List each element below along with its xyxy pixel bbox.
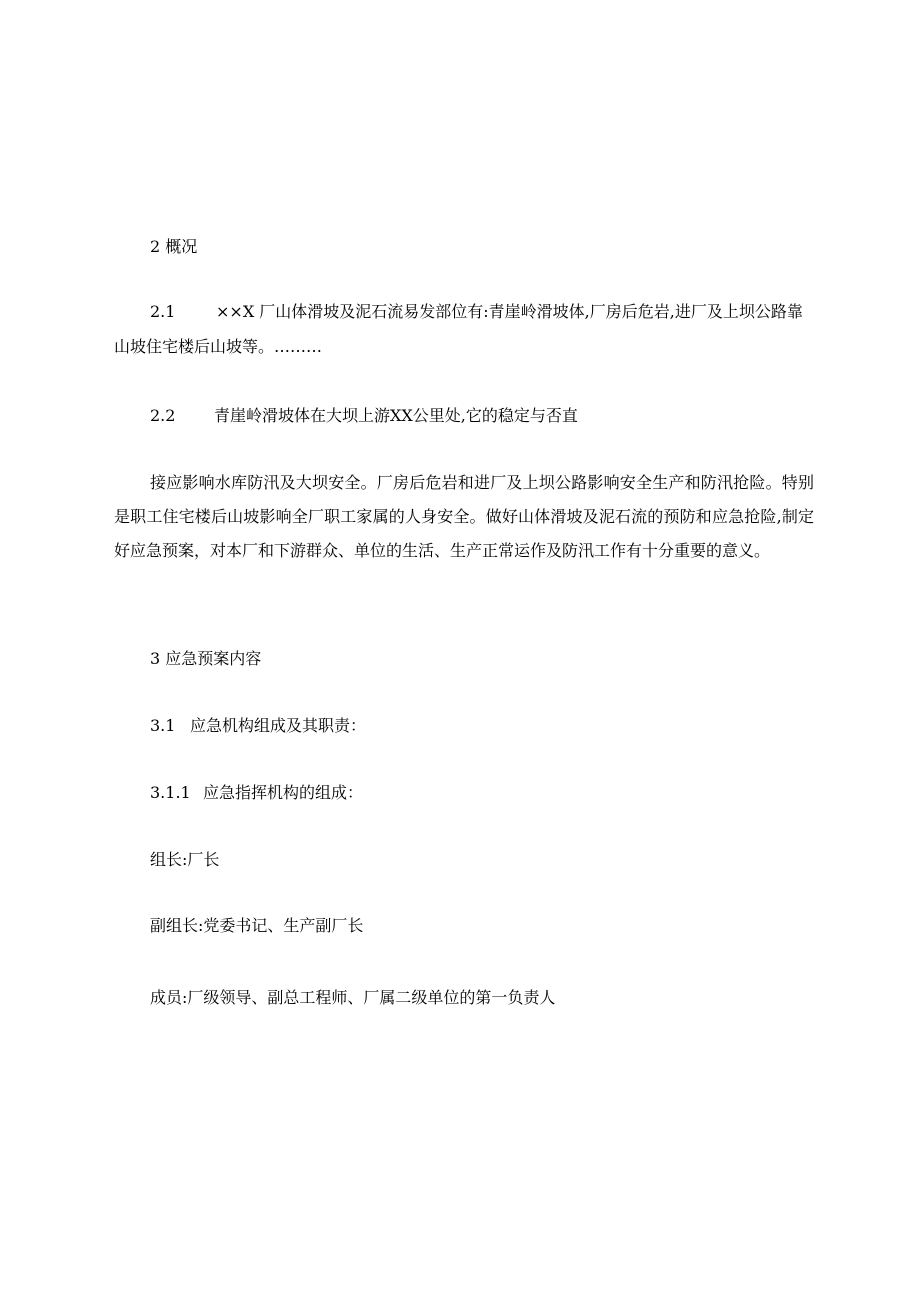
group-leader-line: 组长:厂长 <box>150 850 220 869</box>
section-2-1-text-line2: 山坡住宅楼后山坡等。……… <box>114 337 323 356</box>
section-3-heading: 3 应急预案内容 <box>150 649 262 668</box>
section-2-1-text-line1: ××X 厂山体滑坡及泥石流易发部位有:青崖岭滑坡体,厂房后危岩,进厂及上坝公路靠 <box>216 302 803 321</box>
members-line: 成员:厂级领导、副总工程师、厂属二级单位的第一负责人 <box>150 988 556 1007</box>
section-3-1-1-number: 3.1.1 <box>150 783 191 802</box>
body-paragraph: 接应影响水库防汛及大坝安全。厂房后危岩和进厂及上坝公路影响安全生产和防汛抢险。特别是职工住宅楼后山坡影响全厂职工家属的人身安全。做好山体滑坡及泥石流的预防和应急抢险,制定好应急预案，对本厂和下游群众、单位的生活、生产正常运作及防汛工作有十分重要的意义。 <box>114 473 814 560</box>
section-3-1-number: 3.1 <box>150 716 176 735</box>
section-2-2-number: 2.2 <box>150 406 176 425</box>
section-3-1-1-text: 应急指挥机构的组成： <box>203 783 364 802</box>
section-2-2-text: 青崖岭滑坡体在大坝上游XX公里处,它的稳定与否直 <box>214 406 578 425</box>
section-2-heading: 2 概况 <box>150 237 198 256</box>
section-3-1-text: 应急机构组成及其职责： <box>190 716 367 735</box>
deputy-leader-line: 副组长:党委书记、生产副厂长 <box>150 916 364 935</box>
section-2-1-number: 2.1 <box>150 302 176 321</box>
